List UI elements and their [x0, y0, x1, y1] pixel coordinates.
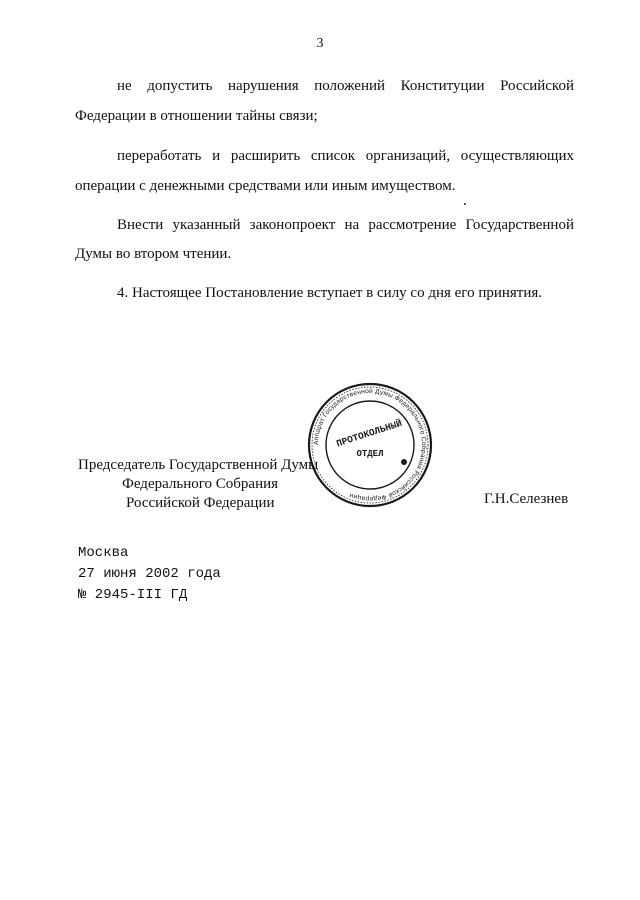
- stamp-outer-ring: [309, 384, 431, 506]
- stamp-ring-text: Аппарат Государственной Думы Федерального Собрания Российской Федерации: [312, 387, 428, 503]
- document-footer: [78, 543, 221, 606]
- paragraph-line: Внести указанный законопроект на рассмотрение Государственной: [117, 217, 574, 233]
- paragraph-line: операции с денежными средствами или иным имуществом.: [75, 178, 456, 194]
- paragraph-line: не допустить нарушения положений Конституции Российской: [117, 78, 574, 94]
- footer-city: Москва: [78, 545, 129, 561]
- stamp-dotted-ring: [312, 387, 428, 503]
- signature-title-line: Федерального Собрания: [122, 476, 279, 492]
- signatory-name: Г.Н.Селезнев: [484, 491, 569, 507]
- paragraph-line: Федерации в отношении тайны связи;: [75, 108, 318, 124]
- paragraph-line: Думы во втором чтении.: [75, 246, 232, 262]
- signature-title: [78, 456, 318, 513]
- footer-date: 27 июня 2002 года: [78, 566, 221, 582]
- page-number: 3: [316, 36, 324, 51]
- signature-title-line: Председатель Государственной Думы: [78, 457, 319, 473]
- signature-title-line: Российской Федерации: [126, 495, 275, 511]
- stamp-dot: [401, 459, 407, 465]
- official-stamp: [300, 382, 440, 508]
- paragraph-line: 4. Настоящее Постановление вступает в силу со дня его принятия.: [117, 285, 543, 301]
- stamp-inner-bottom: ОТДЕЛ: [356, 449, 384, 459]
- footer-number: № 2945-III ГД: [78, 587, 188, 603]
- ink-dot: [464, 203, 466, 205]
- paragraph-line: переработать и расширить список организаций, осуществляющих: [117, 148, 574, 164]
- stamp-inner-top: ПРОТОКОЛЬНЫЙ: [334, 417, 404, 450]
